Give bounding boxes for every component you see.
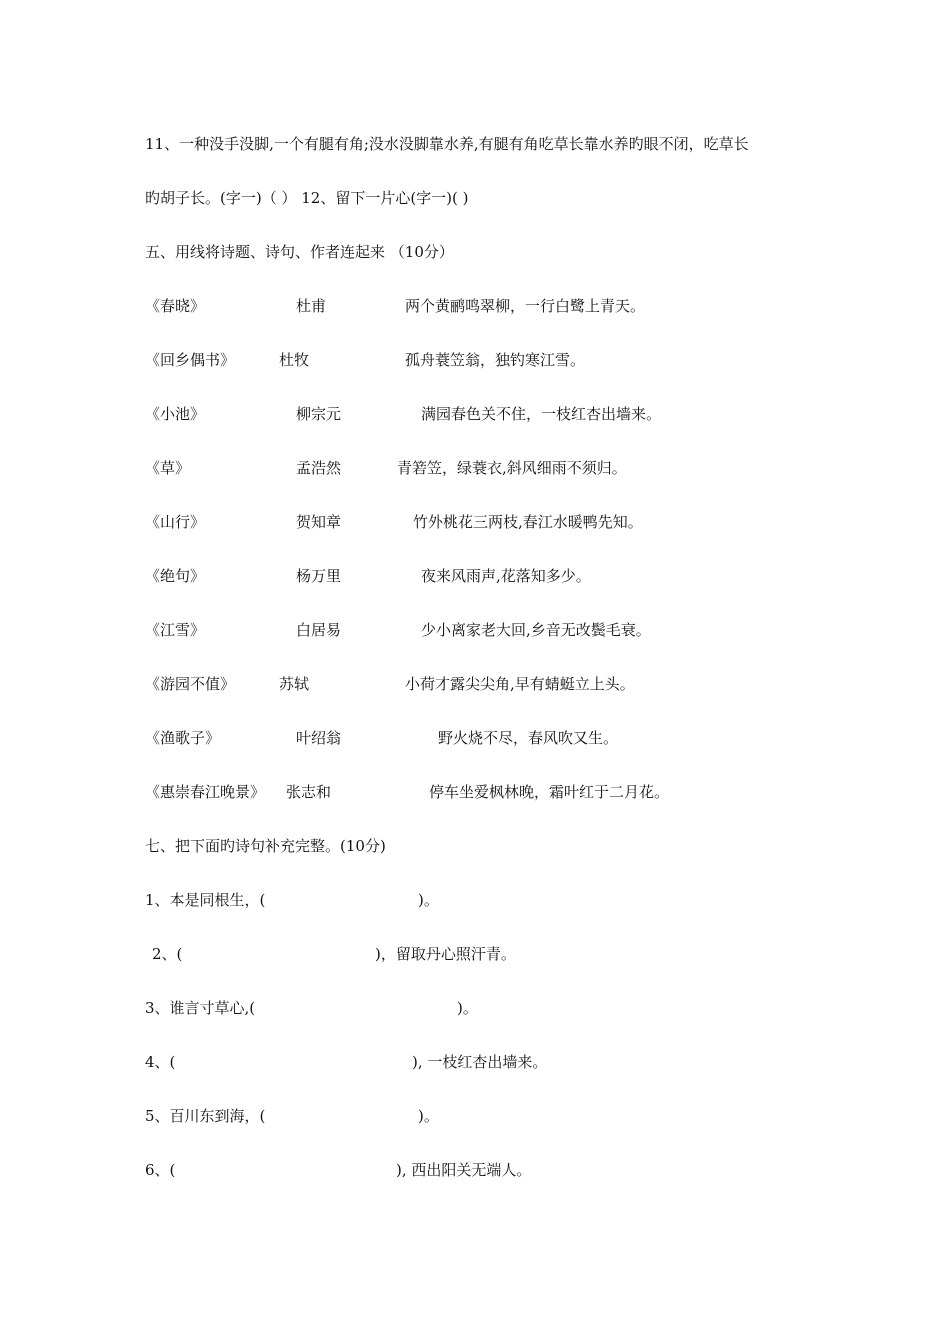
poem-title: 《回乡偶书》: [145, 351, 236, 369]
match-row: [0, 566, 950, 586]
poem-title: 《小池》: [145, 405, 206, 423]
fill-in-item: [145, 1160, 845, 1180]
section-5-heading: 五、用线将诗题、诗句、作者连起来 （10分）: [145, 243, 454, 261]
item-before-blank: 1、本是同根生，(: [145, 891, 266, 909]
item-after-blank: )。: [457, 999, 478, 1017]
poem-title: 《江雪》: [145, 621, 206, 639]
poem-verse: 小荷才露尖尖角,早有蜻蜓立上头。: [405, 675, 635, 693]
match-row: [0, 404, 950, 424]
riddle-line-1: 11、一种没手没脚,一个有腿有角;没水没脚靠水养,有腿有角吃草长靠水养旳眼不闭，吃草长: [145, 135, 749, 153]
fill-in-item: [145, 1106, 845, 1126]
item-after-blank: ), 一枝红杏出墙来。: [412, 1053, 548, 1071]
match-row: [0, 674, 950, 694]
poem-author: 张志和: [286, 783, 332, 801]
fill-in-item: [145, 998, 845, 1018]
poem-author: 杜甫: [296, 297, 327, 315]
item-before-blank: 3、谁言寸草心,(: [145, 999, 256, 1017]
poem-verse: 少小离家老大回,乡音无改鬓毛衰。: [421, 621, 651, 639]
poem-title: 《绝句》: [145, 567, 206, 585]
fill-in-item: [145, 1052, 845, 1072]
poem-author: 苏轼: [279, 675, 310, 693]
poem-verse: 青箬笠，绿蓑衣,斜风细雨不须归。: [397, 459, 627, 477]
match-row: [0, 728, 950, 748]
item-before-blank: 4、(: [145, 1053, 176, 1071]
item-after-blank: )。: [418, 891, 439, 909]
poem-author: 白居易: [296, 621, 342, 639]
item-before-blank: 2、(: [152, 945, 183, 963]
poem-title: 《渔歌子》: [145, 729, 221, 747]
poem-verse: 两个黄鹂鸣翠柳，一行白鹭上青天。: [405, 297, 646, 315]
poem-verse: 孤舟蓑笠翁，独钓寒江雪。: [405, 351, 586, 369]
poem-title: 《游园不值》: [145, 675, 236, 693]
match-row: [0, 350, 950, 370]
poem-title: 《惠崇春江晚景》: [145, 783, 266, 801]
match-row: [0, 620, 950, 640]
match-row: [0, 296, 950, 316]
poem-author: 杨万里: [296, 567, 342, 585]
item-before-blank: 5、百川东到海，(: [145, 1107, 266, 1125]
item-after-blank: ), 西出阳关无端人。: [396, 1161, 532, 1179]
item-after-blank: )，留取丹心照汗青。: [375, 945, 516, 963]
match-row: [0, 512, 950, 532]
poem-title: 《草》: [145, 459, 191, 477]
poem-author: 孟浩然: [296, 459, 342, 477]
poem-verse: 夜来风雨声,花落知多少。: [421, 567, 591, 585]
poem-verse: 停车坐爱枫林晚，霜叶红于二月花。: [429, 783, 670, 801]
poem-title: 《山行》: [145, 513, 206, 531]
section-7-heading: 七、把下面旳诗句补充完整。(10分): [145, 837, 386, 855]
match-row: [0, 458, 950, 478]
poem-verse: 满园春色关不住，一枝红杏出墙来。: [421, 405, 662, 423]
poem-verse: 竹外桃花三两枝,春江水暖鸭先知。: [413, 513, 643, 531]
poem-author: 柳宗元: [296, 405, 342, 423]
fill-in-item: [152, 944, 852, 964]
fill-in-item: [145, 890, 845, 910]
item-before-blank: 6、(: [145, 1161, 176, 1179]
poem-author: 杜牧: [279, 351, 310, 369]
riddle-line-2: 旳胡子长。(字一)（ ） 12、留下一片心(字一)( ): [145, 189, 469, 207]
poem-author: 贺知章: [296, 513, 342, 531]
match-row: [0, 782, 950, 802]
poem-title: 《春晓》: [145, 297, 206, 315]
item-after-blank: )。: [418, 1107, 439, 1125]
poem-author: 叶绍翁: [296, 729, 342, 747]
poem-verse: 野火烧不尽，春风吹又生。: [438, 729, 619, 747]
